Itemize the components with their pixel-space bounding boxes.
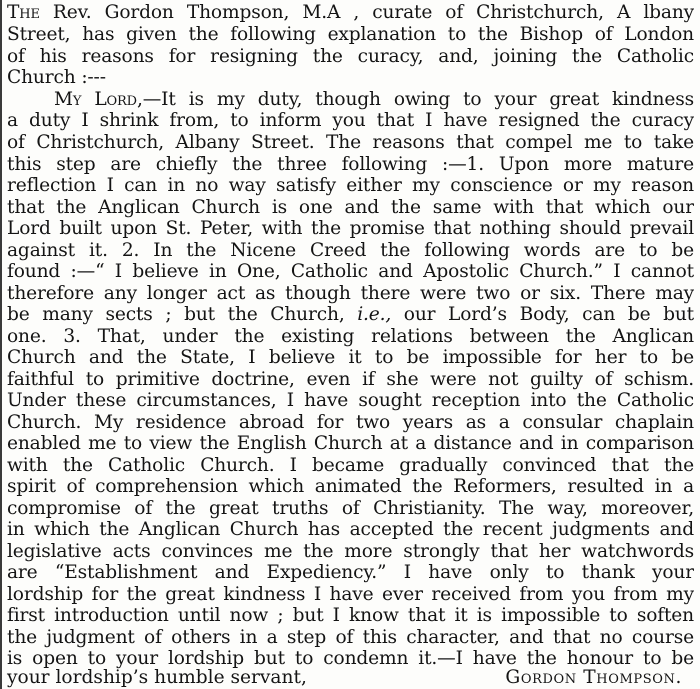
letter-line-7: Lord built upon St. Peter, with the promise that nothing should prevail xyxy=(7,218,694,239)
letter-salutation: My Lord, xyxy=(54,89,143,110)
letter-line-16: Church. My residence abroad for two years as a consular chaplain xyxy=(7,412,694,433)
letter-line-11 xyxy=(7,303,694,326)
letter-signoff xyxy=(7,666,694,689)
letter-line-10: therefore any longer act as though there were two or six. There may xyxy=(7,283,694,304)
letter-line-11-italic: i.e., xyxy=(357,304,392,325)
intro-line-2: Street, has given the following explanation to the Bishop of London xyxy=(7,24,694,45)
letter-line-22: legislative acts convinces me the more strongly that her watchwords xyxy=(7,541,694,562)
letter-line-13: Church and the State, I believe it to be impossible for her to be xyxy=(7,347,694,368)
letter-line-17: enabled me to view the English Church at a distance and in comparison xyxy=(7,433,694,454)
letter-line-14: faithful to primitive doctrine, even if she were not guilty of schism. xyxy=(7,369,694,390)
letter-signature: Gordon Thompson. xyxy=(505,667,682,688)
letter-line-3: of Christchurch, Albany Street. The reasons that compel me to take xyxy=(7,132,694,153)
intro-line-3: of his reasons for resigning the curacy, and, joining the Catholic xyxy=(7,46,694,67)
letter-line-5: reflection I can in no way satisfy either my conscience or my reason xyxy=(7,175,694,196)
intro-line-4: Church :--- xyxy=(7,67,106,88)
letter-line-25: first introduction until now ; but I know that it is impossible to soften xyxy=(7,605,694,626)
letter-line-20: compromise of the great truths of Christianity. The way, moreover, xyxy=(7,498,694,519)
letter-line-26: the judgment of others in a step of this character, and that no course xyxy=(7,627,694,648)
letter-closing: your lordship’s humble servant, xyxy=(7,667,307,688)
letter-line-9: found :—“ I believe in One, Catholic and Apostolic Church.” I cannot xyxy=(7,261,694,282)
letter-line-23: are “Establishment and Expediency.” I have only to thank your xyxy=(7,562,694,583)
letter-line-1-text: —It is my duty, though owing to your great kindness xyxy=(142,89,694,110)
letter-line-2: a duty I shrink from, to inform you that I have resigned the curacy xyxy=(7,110,694,131)
letter-line-1 xyxy=(54,88,694,111)
column-rule xyxy=(0,0,2,689)
intro-line-1-text: Rev. Gordon Thompson, M.A , curate of Christchurch, A lbany xyxy=(39,2,694,23)
letter-line-15: Under these circumstances, I have sought reception into the Catholic xyxy=(7,390,694,411)
letter-line-24: lordship for the great kindness I have ever received from you from my xyxy=(7,584,694,605)
letter-line-19: spirit of comprehension which animated the Reformers, resulted in a xyxy=(7,476,694,497)
intro-line-1 xyxy=(7,1,694,24)
letter-line-27: is open to your lordship but to condemn it.—I have the honour to be xyxy=(7,648,694,669)
letter-line-18: with the Catholic Church. I became gradually convinced that the xyxy=(7,455,694,476)
letter-line-12: one. 3. That, under the existing relations between the Anglican xyxy=(7,326,694,347)
letter-line-8: against it. 2. In the Nicene Creed the following words are to be xyxy=(7,240,694,261)
letter-line-21: in which the Anglican Church has accepted the recent judgments and xyxy=(7,519,694,540)
letter-line-11-b: our Lord’s Body, can be but xyxy=(391,304,694,325)
letter-line-6: that the Anglican Church is one and the same with that which our xyxy=(7,197,694,218)
letter-line-4: this step are chiefly the three following :—1. Upon more mature xyxy=(7,154,694,175)
intro-opening-word: The xyxy=(7,2,40,23)
letter-line-11-a: be many sects ; but the Church, xyxy=(7,304,358,325)
